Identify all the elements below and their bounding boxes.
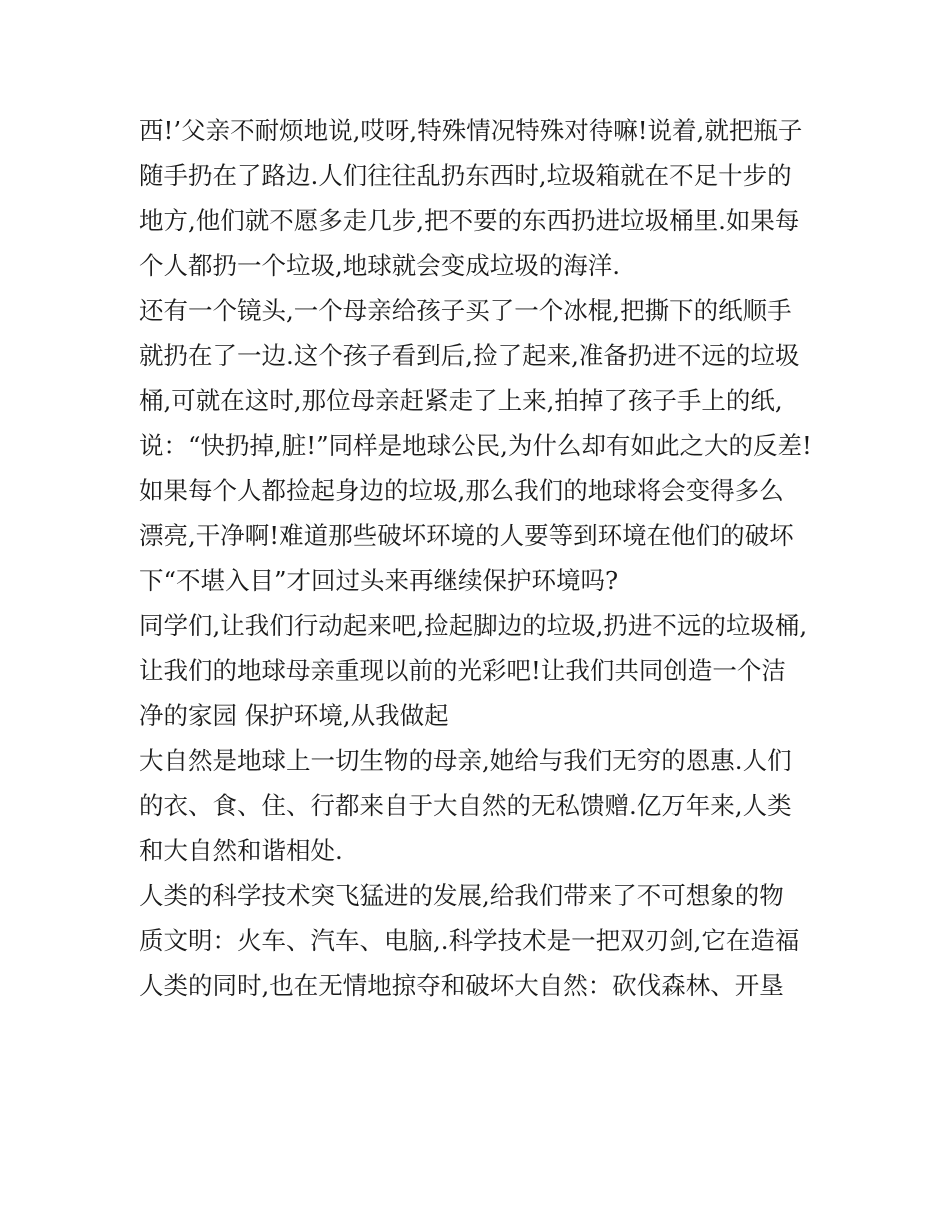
text-line: 人类的同时,也在无情地掠夺和破坏大自然：砍伐森林、开垦 bbox=[139, 971, 784, 1000]
text-line: 同学们,让我们行动起来吧,捡起脚边的垃圾,扔进不远的垃圾桶, bbox=[139, 611, 808, 640]
text-line: 漂亮,干净啊!难道那些破坏环境的人要等到环境在他们的破坏 bbox=[139, 521, 794, 550]
text-line: 个人都扔一个垃圾,地球就会变成垃圾的海洋. bbox=[139, 251, 621, 280]
text-line: 人类的科学技术突飞猛进的发展,给我们带来了不可想象的物 bbox=[139, 881, 784, 910]
text-line: 地方,他们就不愿多走几步,把不要的东西扔进垃圾桶里.如果每 bbox=[139, 206, 800, 235]
text-line: 如果每个人都捡起身边的垃圾,那么我们的地球将会变得多么 bbox=[139, 476, 784, 505]
text-line: 桶,可就在这时,那位母亲赶紧走了上来,拍掉了孩子手上的纸, bbox=[139, 386, 783, 415]
text-line: 随手扔在了路边.人们往往乱扔东西时,垃圾箱就在不足十步的 bbox=[139, 161, 792, 190]
text-line: 大自然是地球上一切生物的母亲,她给与我们无穷的恩惠.人们 bbox=[139, 746, 792, 775]
text-line: 就扔在了一边.这个孩子看到后,捡了起来,准备扔进不远的垃圾 bbox=[139, 341, 800, 370]
text-line: 和大自然和谐相处. bbox=[139, 836, 343, 865]
text-line: 让我们的地球母亲重现以前的光彩吧!让我们共同创造一个洁 bbox=[139, 656, 786, 685]
text-line: 质文明：火车、汽车、电脑,.科学技术是一把双刃剑,它在造福 bbox=[139, 926, 800, 955]
text-line: 净的家园 保护环境,从我做起 bbox=[139, 701, 449, 730]
text-line: 还有一个镜头,一个母亲给孩子买了一个冰棍,把撕下的纸顺手 bbox=[139, 296, 792, 325]
body-text bbox=[139, 108, 819, 1008]
text-line: 的衣、食、住、行都来自于大自然的无私馈赠.亿万年来,人类 bbox=[139, 791, 792, 820]
text-line: 西!’父亲不耐烦地说,哎呀,特殊情况特殊对待嘛!说着,就把瓶子 bbox=[139, 116, 803, 145]
text-line: 下“不堪入目”才回过头来再继续保护环境吗? bbox=[139, 566, 619, 595]
text-line: 说：“快扔掉,脏!”同样是地球公民,为什么却有如此之大的反差! bbox=[139, 431, 812, 460]
